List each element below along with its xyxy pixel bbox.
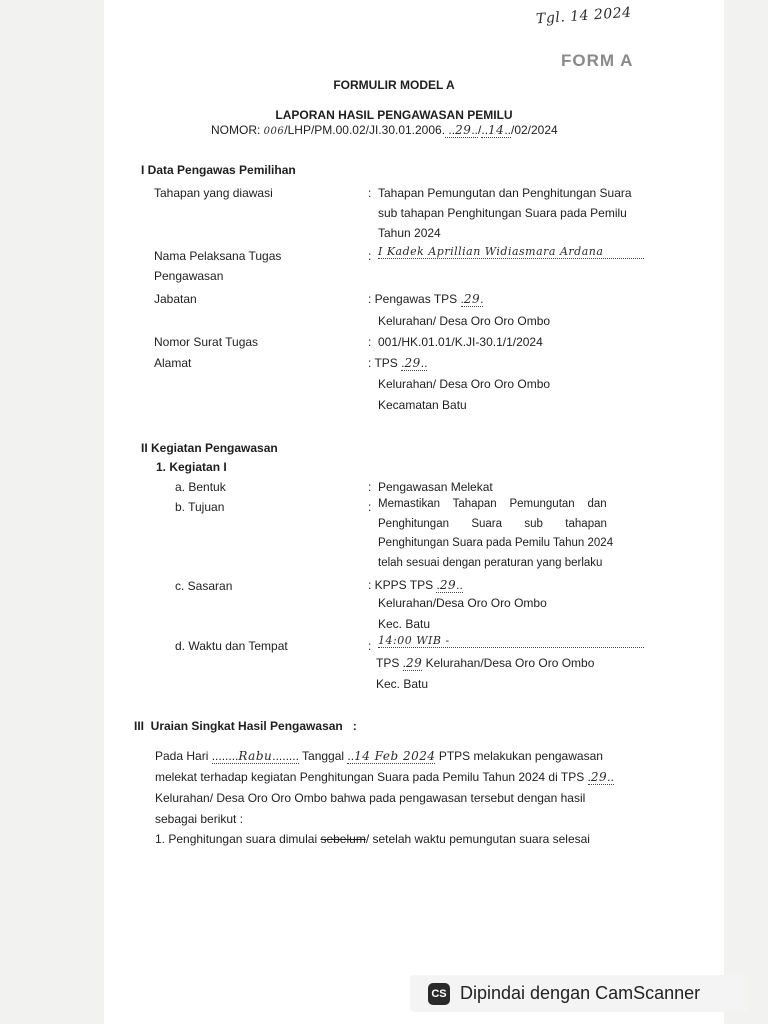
- section-3-heading: III Uraian Singkat Hasil Pengawasan :: [134, 719, 357, 733]
- tujuan-value-line4: telah sesuai dengan peraturan yang berlaku: [378, 557, 603, 569]
- colon: :: [368, 500, 372, 514]
- uraian-line-1: Pada Hari ........Rabu........ Tanggal ..14 Feb 2024 PTPS melakukan pengawasan: [155, 749, 603, 763]
- struck-word: sebelum: [320, 832, 366, 846]
- tahapan-value-line1: Tahapan Pemungutan dan Penghitungan Suara: [378, 186, 632, 200]
- colon: :: [368, 639, 372, 653]
- colon: :: [368, 335, 372, 349]
- uraian-line-4: sebagai berikut :: [155, 812, 244, 826]
- tempat-value-line1: TPS .29 Kelurahan/Desa Oro Oro Ombo: [376, 656, 595, 670]
- camscanner-text: Dipindai dengan CamScanner: [460, 983, 701, 1003]
- nama-label-line1: Nama Pelaksana Tugas: [154, 249, 282, 263]
- jabatan-value-line2: Kelurahan/ Desa Oro Oro Ombo: [378, 314, 551, 328]
- uraian-line-3: Kelurahan/ Desa Oro Oro Ombo bahwa pada pengawasan tersebut dengan hasil: [155, 791, 586, 805]
- camscanner-watermark: [410, 975, 748, 1012]
- tempat-tps-number: 29: [406, 656, 423, 670]
- section-2-heading: II Kegiatan Pengawasan: [141, 441, 278, 455]
- kegiatan-1-heading: 1. Kegiatan I: [156, 460, 227, 474]
- jabatan-label: Jabatan: [154, 292, 197, 306]
- jabatan-value-line1: : Pengawas TPS .29.: [368, 292, 484, 306]
- report-title: LAPORAN HASIL PENGAWASAN PEMILU: [275, 108, 513, 122]
- sasaran-value-line1: : KPPS TPS .29..: [368, 578, 463, 592]
- colon: :: [368, 186, 372, 200]
- tempat-value-line2: Kec. Batu: [376, 677, 429, 691]
- tujuan-label: b. Tujuan: [175, 500, 225, 514]
- alamat-tps-number: 29: [404, 356, 421, 370]
- camscanner-logo-icon: CS: [428, 983, 450, 1005]
- hasil-item-1: 1. Penghitungan suara dimulai sebelum/ setelah waktu pemungutan suara selesai: [155, 832, 590, 846]
- sasaran-value-line2: Kelurahan/Desa Oro Oro Ombo: [378, 596, 547, 610]
- tahapan-value-line2: sub tahapan Penghitungan Suara pada Pemilu: [378, 206, 627, 220]
- alamat-label: Alamat: [154, 356, 192, 370]
- colon: :: [368, 480, 372, 494]
- sasaran-label: c. Sasaran: [175, 579, 233, 593]
- waktu-value: 14:00 WIB -: [378, 634, 644, 648]
- sasaran-value-line3: Kec. Batu: [378, 617, 431, 631]
- waktu-tempat-label: d. Waktu dan Tempat: [175, 639, 288, 653]
- handwritten-date-note: Tgl. 14 2024: [535, 4, 633, 28]
- bentuk-value: Pengawasan Melekat: [378, 480, 493, 494]
- nama-label-line2: Pengawasan: [154, 269, 224, 283]
- colon: :: [368, 249, 372, 263]
- tujuan-value-line1: Memastikan Tahapan Pemungutan dan: [378, 498, 607, 510]
- tujuan-value-line3: Penghitungan Suara pada Pemilu Tahun 2024: [378, 537, 614, 549]
- bentuk-label: a. Bentuk: [175, 480, 226, 494]
- sasaran-tps-number: 29: [439, 578, 457, 592]
- uraian-tps-number: 29: [590, 770, 608, 784]
- hari-value: Rabu: [238, 749, 273, 763]
- form-stamp: FORM A: [561, 51, 634, 70]
- nomor-surat-label: Nomor Surat Tugas: [154, 335, 259, 349]
- tahapan-value-line3: Tahun 2024: [378, 226, 441, 240]
- uraian-line-2: melekat terhadap kegiatan Penghitungan Suara pada Pemilu Tahun 2024 di TPS .29..: [155, 770, 614, 784]
- nomor-handwritten-2: 29: [455, 123, 472, 137]
- tanggal-value: 14 Feb 2024: [354, 749, 436, 763]
- jabatan-tps-number: 29: [463, 292, 481, 306]
- section-1-heading: I Data Pengawas Pemilihan: [141, 163, 296, 177]
- nomor-handwritten-1: 006: [263, 126, 285, 137]
- nomor-handwritten-3: 14: [488, 123, 505, 137]
- form-title: FORMULIR MODEL A: [333, 78, 455, 92]
- tahapan-label: Tahapan yang diawasi: [154, 186, 273, 200]
- tujuan-value-line2: Penghitungan Suara sub tahapan: [378, 518, 607, 530]
- nomor-surat-value: 001/HK.01.01/K.JI-30.1/1/2024: [378, 335, 543, 349]
- report-number: NOMOR: 006/LHP/PM.00.02/JI.30.01.2006. ..29../..14../02/2024: [211, 123, 558, 137]
- alamat-value-line1: : TPS .29..: [368, 356, 428, 370]
- uraian-paragraph: [155, 746, 645, 830]
- alamat-value-line3: Kecamatan Batu: [378, 398, 467, 412]
- nama-pelaksana-value: I Kadek Aprillian Widiasmara Ardana: [378, 245, 644, 259]
- alamat-value-line2: Kelurahan/ Desa Oro Oro Ombo: [378, 377, 551, 391]
